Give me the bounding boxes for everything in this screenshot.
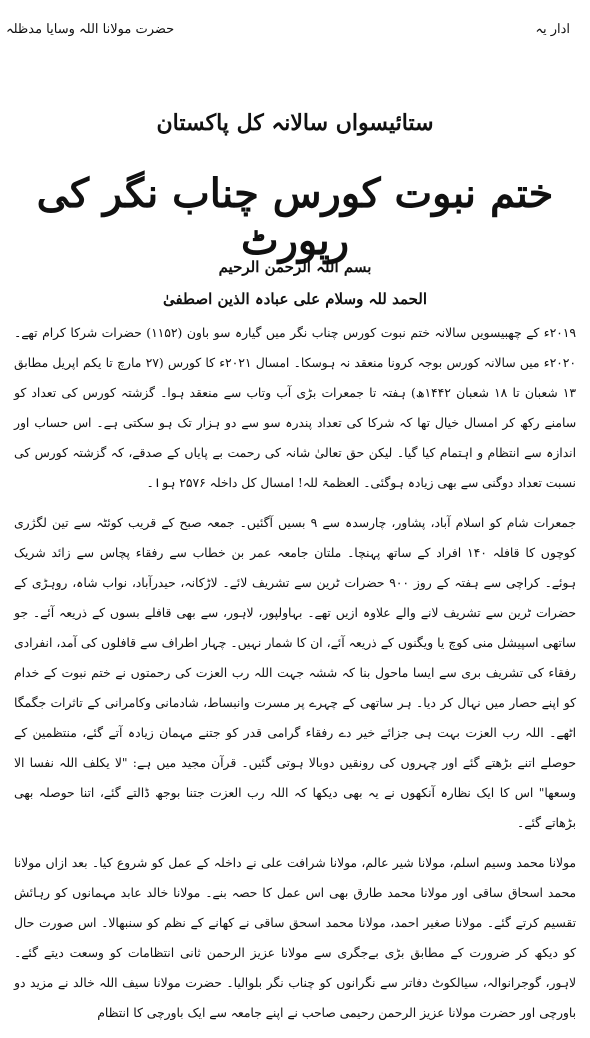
author-name: حضرت مولانا اللہ وسایا مدظلہ xyxy=(6,22,175,37)
hamd-line: الحمد للہ وسلام علی عبادہ الذین اصطفیٰ xyxy=(162,290,428,308)
article-body xyxy=(14,318,576,1038)
bismillah: بسم اللہ الرحمن الرحیم xyxy=(218,258,372,276)
article-title: ختم نبوت کورس چناب نگر کی رپورٹ xyxy=(36,170,554,264)
article-subtitle: ستائیسواں سالانہ کل پاکستان xyxy=(156,110,434,136)
paragraph: ۲۰۱۹ء کے چھبیسویں سالانہ ختم نبوت کورس چناب نگر میں گیارہ سو باون (۱۱۵۲) حضرات شرکا کرام تھے۔ ۲۰۲۰ء میں سالانہ کورس بوجہ کرونا منعقد نہ ہوسکا۔ امسال ۲۰۲۱ء کا کورس (۲۷ مارچ تا یکم اپریل مطابق ۱۳ شعبان تا ۱۸ شعبان ۱۴۴۲ھ) ہفتہ تا جمعرات بڑی آب وتاب سے منعقد ہوا۔ گزشتہ کورس کی تعداد کو سامنے رکھ کر امسال خیال تھا کہ شرکا کی تعداد پندرہ سو سے دو ہزار تک ہو سکتی ہے۔ اس حساب اور اندازہ سے انتظام و اہتمام کیا گیا۔ لیکن حق تعالیٰ شانہ کی رحمت بے پایاں کے صدقے، کہ گزشتہ کورس کی نسبت تعداد دوگنی سے بھی زیادہ ہوگئی۔ العظمۃ للہ! امسال کل داخلہ ۲۵۷۶ ہوا۔ xyxy=(14,326,577,490)
page-header xyxy=(0,0,590,48)
paragraph: مولانا محمد وسیم اسلم، مولانا شیر عالم، مولانا شرافت علی نے داخلہ کے عمل کو شروع کیا۔ بعد ازاں مولانا محمد اسحاق ساقی اور مولانا محمد طارق بھی اس عمل کا حصہ بنے۔ مولانا خالد عابد مہمانوں کو رہائش تقسیم کرتے گئے۔ مولانا صغیر احمد، مولانا محمد اسحق ساقی نے کھانے کے نظم کو سنبھالا۔ اس صورت حال کو دیکھ کر ضرورت کے مطابق بڑی بےجگری سے مولانا عزیز الرحمن ثانی انتظامات کو وسعت دیتے گئے۔ لاہور، گوجرانوالہ، سیالکوٹ دفاتر سے نگرانوں کو چناب نگر بلوالیا۔ حضرت مولانا سیف اللہ خالد نے مزید دو باورچی اور حضرت مولانا عزیز الرحمن رحیمی صاحب نے اپنے جامعہ سے ایک باورچی کا انتظام xyxy=(14,856,576,1020)
paragraph: جمعرات شام کو اسلام آباد، پشاور، چارسدہ سے ۹ بسیں آگئیں۔ جمعہ صبح کے قریب کوئٹہ سے تین لگژری کوچوں کا قافلہ ۱۴۰ افراد کے ساتھ پہنچا۔ ملتان جامعہ عمر بن خطاب سے رفقاء پچاس سے زائد شریک ہوئے۔ کراچی سے ہفتہ کے روز ۹۰۰ حضرات ٹرین سے تشریف لائے۔ لاڑکانہ، حیدرآباد، نواب شاہ، روہڑی کے حضرات ٹرین سے تشریف لانے والے علاوہ ازیں تھے۔ بہاولپور، لاہور، سے بھی قافلے بسوں کے ذریعہ آئے۔ جو ساتھی اسپیشل منی کوچ یا ویگنوں کے ذریعہ آئے، ان کا شمار نہیں۔ چہار اطراف سے قافلوں کی آمد، انفرادی رفقاء کی تشریف بری سے ایسا ماحول بنا کہ ششہ جہت اللہ رب العزت کی رحمتوں نے ختم نبوت کے خدام کو اپنے حصار میں نہال کر دیا۔ ہر ساتھی کے چہرے پر مسرت وانبساط، شادمانی وکامرانی کے تاثرات جگمگا اٹھے۔ اللہ رب العزت بہت ہی جزائے خیر دے رفقاء گرامی قدر کو جتنے مہمان زیادہ آتے گئے، منتظمین کے حوصلے اتنے بڑھتے گئے اور چہروں کی رونقیں دوبالا ہوتی گئیں۔ قرآن مجید میں ہے: "لا یکلف اللہ نفسا الا وسعھا" اس کا ایک نظارہ آنکھوں نے یہ بھی دیکھا کہ اللہ رب العزت جتنا بوجھ ڈالتے گئے، اتنا حوصلہ بھی بڑھاتے گئے۔ xyxy=(14,516,576,830)
section-label: ادار یہ xyxy=(535,22,570,37)
